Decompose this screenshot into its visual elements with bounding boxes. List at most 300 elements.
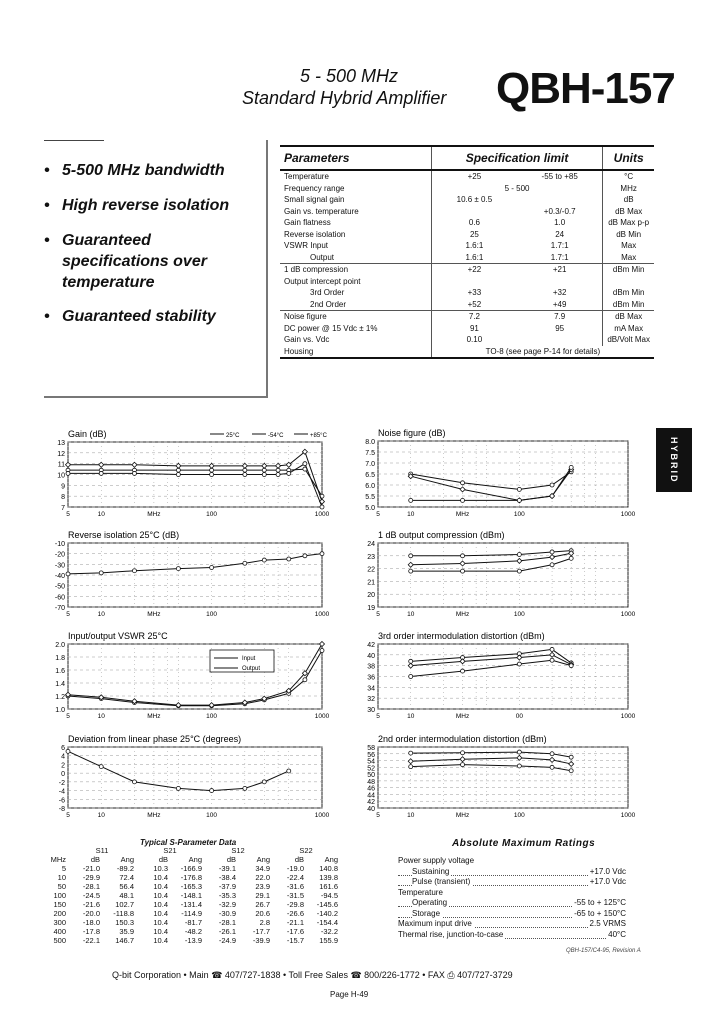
- sparam-cell: -31.6: [286, 882, 304, 891]
- sparam-cell: -35.3: [218, 891, 236, 900]
- abs-max-label: Operating: [412, 898, 448, 907]
- legend-label: 25°C: [226, 433, 240, 439]
- sparam-row: [40, 909, 340, 918]
- data-point: [276, 473, 280, 477]
- sparam-cell: -166.9: [180, 864, 202, 873]
- series-line: [411, 752, 571, 757]
- sparam-col-header: Ang: [324, 855, 338, 864]
- data-point: [243, 561, 247, 565]
- x-tick-label: 10: [97, 713, 105, 720]
- data-point: [66, 462, 71, 467]
- feature-item: • High reverse isolation: [44, 197, 230, 214]
- sparam-cell: 155.9: [319, 936, 338, 945]
- abs-max-item: [398, 877, 626, 886]
- data-point: [461, 763, 465, 767]
- data-point: [210, 473, 214, 477]
- feature-item: • 5-500 MHz bandwidth: [44, 162, 225, 179]
- spec-row: Output intercept point: [280, 276, 654, 288]
- data-point: [176, 786, 180, 790]
- data-point: [99, 765, 103, 769]
- x-tick-label: 100: [206, 713, 218, 720]
- sparam-cell: -94.5: [320, 891, 338, 900]
- y-tick-label: 1.8: [55, 655, 65, 662]
- data-point: [243, 786, 247, 790]
- abs-max-value: +17.0 Vdc: [589, 877, 626, 886]
- data-point: [517, 487, 521, 491]
- y-tick-label: 11: [57, 461, 65, 469]
- sparam-cell: -32.2: [320, 927, 338, 936]
- col-parameters: Parameters: [280, 146, 431, 170]
- sparam-cell: -22.1: [82, 936, 100, 945]
- sparam-cell: -17.7: [252, 927, 270, 936]
- abs-max-item: [398, 909, 626, 918]
- series-line: [411, 467, 571, 500]
- y-tick-label: 9: [61, 483, 65, 491]
- sparam-cell: 10: [57, 873, 66, 882]
- plot-frame: [68, 747, 322, 808]
- data-point: [210, 566, 214, 570]
- y-tick-label: 1.4: [55, 681, 65, 688]
- data-point: [99, 571, 103, 575]
- sparam-cell: -32.9: [218, 900, 236, 909]
- sparam-cell: 34.9: [255, 864, 270, 873]
- sparam-row: [40, 918, 340, 927]
- sparam-cell: -17.6: [286, 927, 304, 936]
- abs-max-label: Storage: [412, 908, 441, 918]
- series-line: [411, 551, 571, 556]
- y-tick-label: 40: [367, 806, 375, 813]
- sparam-cell: 56.4: [119, 882, 134, 891]
- abs-max-item: [398, 856, 626, 865]
- y-tick-label: -6: [58, 797, 65, 805]
- y-tick-label: 52: [367, 765, 375, 773]
- sparam-cell: -145.6: [316, 900, 338, 909]
- data-point: [409, 765, 413, 769]
- sparam-cell: 300: [53, 918, 66, 927]
- spec-row: Gain vs. temperature +0.3/-0.7 dB Max: [280, 206, 654, 218]
- x-tick-label: 5: [66, 611, 70, 618]
- sparam-row: [40, 873, 340, 882]
- x-tick-label: 5: [376, 713, 380, 720]
- data-point: [320, 649, 324, 653]
- data-point: [569, 465, 573, 469]
- data-point: [517, 498, 521, 502]
- spec-row: 2nd Order +52 +49 dBm Min: [280, 299, 654, 311]
- x-tick-label: 1000: [314, 611, 330, 618]
- data-point: [409, 675, 413, 679]
- product-subtitle: Standard Hybrid Amplifier: [242, 88, 447, 108]
- data-point: [303, 462, 307, 466]
- y-tick-label: -30: [54, 562, 65, 570]
- y-tick-label: 7.0: [365, 461, 375, 468]
- spec-row: Frequency range 5 - 500 MHz: [280, 183, 654, 195]
- abs-max-label: Pulse (transient): [412, 877, 471, 886]
- sparam-cell: -39.9: [252, 936, 270, 945]
- abs-max-value: -55 to + 125°C: [574, 898, 626, 907]
- company-contact: Q-bit Corporation • Main ☎ 407/727-1838 • Toll Free Sales ☎ 800/226-1772 • FAX ⎙ 407/727-3729: [112, 970, 513, 980]
- data-point: [176, 473, 180, 477]
- x-tick-label: 100: [513, 511, 525, 518]
- x-tick-label: 10: [407, 713, 415, 720]
- y-tick-label: -8: [58, 806, 65, 813]
- data-point: [517, 755, 522, 760]
- y-tick-label: 32: [367, 696, 375, 704]
- chart-title: Deviation from linear phase 25°C (degrees): [68, 734, 242, 744]
- y-tick-label: 7.5: [365, 450, 375, 457]
- y-tick-label: -10: [54, 541, 65, 548]
- sparam-row: [40, 936, 340, 945]
- abs-max-value: +17.0 Vdc: [589, 866, 626, 876]
- sparam-cell: 150.3: [115, 918, 134, 927]
- y-tick-label: 2.0: [55, 642, 65, 649]
- sparam-cell: 10.4: [153, 900, 168, 909]
- feature-item: • Guaranteed specifications over temperature: [44, 232, 207, 291]
- y-tick-label: 21: [367, 579, 375, 587]
- abs-max-label: Maximum input drive: [398, 919, 472, 928]
- sparam-cell: -20.0: [82, 909, 100, 918]
- legend-label: -54°C: [268, 433, 284, 439]
- series-line: [411, 558, 571, 571]
- sparam-row: [40, 900, 340, 909]
- sparam-cell: 23.9: [255, 882, 270, 891]
- sparam-title: Typical S-Parameter Data: [140, 838, 237, 847]
- col-units: Units: [603, 146, 654, 170]
- x-tick-label: 1000: [314, 511, 330, 518]
- data-point: [460, 757, 465, 762]
- x-tick-label: 10: [407, 812, 415, 819]
- data-point: [550, 757, 555, 762]
- sparam-cell: -26.6: [286, 909, 304, 918]
- data-point: [550, 752, 554, 756]
- series-line: [411, 472, 571, 490]
- sparam-cell: -24.5: [82, 891, 100, 900]
- data-point: [461, 554, 465, 558]
- y-tick-label: -70: [54, 605, 65, 612]
- chart-title: Gain (dB): [68, 429, 107, 439]
- data-point: [320, 642, 325, 647]
- data-point: [409, 498, 413, 502]
- data-point: [408, 759, 413, 764]
- data-point: [132, 471, 136, 475]
- sparam-cell: 100: [53, 891, 66, 900]
- y-tick-label: 40: [367, 652, 375, 660]
- sparam-cell: -21.6: [82, 900, 100, 909]
- sparam-cell: -118.8: [113, 909, 134, 918]
- sparam-cell: -17.8: [82, 927, 100, 936]
- data-point: [66, 572, 70, 576]
- data-point: [303, 678, 307, 682]
- sparam-cell: 10.4: [153, 927, 168, 936]
- data-point: [517, 553, 521, 557]
- data-point: [550, 555, 555, 560]
- y-tick-label: 48: [367, 778, 375, 786]
- sparam-cell: 5: [61, 864, 66, 873]
- y-tick-label: 56: [367, 751, 375, 759]
- y-tick-label: 30: [367, 707, 375, 714]
- y-tick-label: -2: [58, 779, 65, 787]
- y-tick-label: 54: [367, 758, 375, 766]
- spec-row: Noise figure 7.2 7.9 dB Max: [280, 311, 654, 323]
- sparam-cell: 10.4: [153, 909, 168, 918]
- x-tick-label: 5: [66, 511, 70, 518]
- sparam-cell: 161.6: [319, 882, 338, 891]
- sparam-cell: 200: [53, 909, 66, 918]
- y-tick-label: -50: [54, 583, 65, 591]
- data-point: [517, 662, 521, 666]
- sparam-cell: 139.8: [319, 873, 338, 882]
- sparam-cell: -48.2: [184, 927, 202, 936]
- y-tick-label: 38: [367, 663, 375, 671]
- data-point: [569, 556, 573, 560]
- sparam-cell: 72.4: [119, 873, 134, 882]
- sparam-col-header: dB: [90, 855, 100, 864]
- spec-row: Housing TO-8 (see page P-14 for details): [280, 346, 654, 359]
- sparam-cell: 10.4: [153, 918, 168, 927]
- sparam-cell: -15.7: [286, 936, 304, 945]
- sparam-col-header: Ang: [188, 855, 202, 864]
- sparam-col-header: dB: [226, 855, 236, 864]
- x-tick-label: 00: [515, 713, 523, 720]
- sparam-cell: 35.9: [119, 927, 134, 936]
- data-point: [242, 463, 247, 468]
- data-point: [550, 550, 554, 554]
- y-tick-label: 24: [367, 541, 375, 548]
- abs-max-item: [398, 930, 626, 939]
- sparam-row: [40, 891, 340, 900]
- sparam-cell: -140.2: [316, 909, 338, 918]
- data-point: [517, 750, 521, 754]
- sparam-row: [40, 864, 340, 873]
- x-tick-label: 100: [206, 511, 218, 518]
- x-tick-label: MHz: [455, 611, 470, 618]
- y-tick-label: 1.0: [55, 707, 65, 714]
- y-tick-label: 10: [57, 472, 65, 480]
- x-tick-label: 10: [407, 611, 415, 618]
- data-point: [569, 769, 573, 773]
- data-point: [132, 780, 136, 784]
- sparam-cell: 22.0: [255, 873, 270, 882]
- y-tick-label: 6.5: [365, 472, 375, 479]
- sparam-header-row: [40, 855, 340, 864]
- sparam-cell: -38.4: [218, 873, 236, 882]
- sparam-cell: -31.5: [286, 891, 304, 900]
- spec-row: DC power @ 15 Vdc ± 1% 91 95 mA Max: [280, 323, 654, 335]
- sparam-cell: -114.9: [181, 909, 202, 918]
- sparam-cell: 150: [53, 900, 66, 909]
- x-tick-label: 100: [513, 812, 525, 819]
- chart-title: Reverse isolation 25°C (dB): [68, 530, 180, 540]
- sparam-cell: -13.9: [184, 936, 202, 945]
- y-tick-label: 8.0: [365, 439, 375, 446]
- spec-row: Temperature +25 -55 to +85 °C: [280, 170, 654, 183]
- x-tick-label: 5: [66, 713, 70, 720]
- data-point: [550, 658, 554, 662]
- data-point: [66, 749, 70, 753]
- y-tick-label: 22: [367, 566, 375, 574]
- data-point: [517, 569, 521, 573]
- chart-title: 1 dB output compression (dBm): [378, 530, 505, 540]
- x-tick-label: 10: [97, 511, 105, 518]
- y-tick-label: 46: [367, 785, 375, 793]
- sparam-cell: -165.3: [180, 882, 202, 891]
- y-tick-label: 1.2: [55, 694, 65, 701]
- abs-max-item: [398, 919, 626, 928]
- y-tick-label: 12: [57, 450, 65, 458]
- sparam-cell: -131.4: [180, 900, 202, 909]
- series-line: [411, 758, 571, 764]
- y-tick-label: 1.6: [55, 668, 65, 675]
- sparam-cell: -28.1: [218, 918, 236, 927]
- x-tick-label: 100: [206, 812, 218, 819]
- plot-frame: [378, 747, 628, 808]
- x-tick-label: 100: [513, 611, 525, 618]
- series-line: [411, 660, 571, 676]
- data-point: [460, 659, 465, 664]
- y-tick-label: 19: [367, 605, 375, 612]
- data-point: [210, 789, 214, 793]
- series-line: [411, 655, 571, 666]
- section-tab: HYBRID: [656, 428, 692, 492]
- sparam-cell: -24.9: [218, 936, 236, 945]
- x-tick-label: 100: [206, 611, 218, 618]
- sparam-cell: -21.1: [286, 918, 304, 927]
- data-point: [209, 463, 214, 468]
- y-tick-label: 0: [61, 771, 65, 779]
- x-tick-label: 1000: [620, 812, 636, 819]
- y-tick-label: 42: [367, 799, 375, 807]
- sparam-col-header: Ang: [256, 855, 270, 864]
- y-tick-label: 23: [367, 553, 375, 561]
- x-tick-label: 1000: [620, 713, 636, 720]
- x-tick-label: 10: [97, 611, 105, 618]
- sparam-cell: 26.7: [255, 900, 270, 909]
- revision-note: QBH-157/C4-95, Revision A: [566, 948, 641, 954]
- data-point: [409, 751, 413, 755]
- data-point: [409, 569, 413, 573]
- x-tick-label: 1000: [314, 812, 330, 819]
- y-tick-label: 8: [61, 494, 65, 502]
- chart-title: Input/output VSWR 25°C: [68, 631, 168, 641]
- frequency-heading: 5 - 500 MHz: [300, 66, 399, 86]
- y-tick-label: 6: [61, 745, 65, 752]
- abs-max-item: [398, 867, 626, 876]
- abs-max-value: 40°C: [608, 929, 626, 939]
- spec-row: Reverse isolation 25 24 dB Min: [280, 229, 654, 241]
- x-tick-label: 10: [407, 511, 415, 518]
- data-point: [287, 557, 291, 561]
- spec-row: Gain flatness 0.6 1.0 dB Max p-p: [280, 217, 654, 229]
- x-tick-label: MHz: [147, 812, 161, 819]
- data-point: [132, 462, 137, 467]
- spec-row: 1 dB compression +22 +21 dBm Min: [280, 264, 654, 276]
- abs-max-label: Thermal rise, junction-to-case: [398, 929, 504, 939]
- data-point: [461, 751, 465, 755]
- y-tick-label: 58: [367, 745, 375, 752]
- sparam-cell: 500: [53, 936, 66, 945]
- x-tick-label: MHz: [147, 713, 161, 720]
- y-tick-label: -60: [54, 594, 65, 602]
- data-point: [550, 647, 554, 651]
- data-point: [550, 765, 554, 769]
- sparam-row: [40, 927, 340, 936]
- y-tick-label: 2: [61, 762, 65, 770]
- sparam-cell: -89.2: [116, 864, 134, 873]
- sparam-cell: -28.1: [82, 882, 100, 891]
- data-point: [550, 494, 554, 498]
- spec-row: Small signal gain 10.6 ± 0.5 dB: [280, 194, 654, 206]
- sparam-cell: 10.4: [153, 891, 168, 900]
- data-point: [569, 761, 574, 766]
- abs-max-label: Temperature: [398, 887, 443, 897]
- y-tick-label: -4: [58, 788, 65, 796]
- abs-max-label: Power supply voltage: [398, 856, 475, 865]
- data-point: [262, 558, 266, 562]
- data-point: [550, 652, 555, 657]
- data-point: [517, 558, 522, 563]
- x-tick-label: MHz: [455, 713, 470, 720]
- data-point: [66, 471, 70, 475]
- legend-label: Input: [242, 656, 256, 662]
- y-tick-label: -40: [54, 573, 65, 580]
- x-tick-label: 5: [66, 812, 70, 819]
- data-point: [460, 487, 465, 492]
- sparam-col-header: dB: [158, 855, 168, 864]
- x-tick-label: 1000: [314, 713, 330, 720]
- spec-row: VSWR Input 1.6:1 1.7:1 Max: [280, 240, 654, 252]
- data-point: [408, 663, 413, 668]
- sparam-cell: 2.8: [259, 918, 270, 927]
- data-point: [550, 483, 554, 487]
- data-point: [569, 755, 573, 759]
- chart-title: Noise figure (dB): [378, 428, 446, 438]
- sparam-col-header: dB: [294, 855, 304, 864]
- data-point: [550, 563, 554, 567]
- sparam-cell: 29.1: [255, 891, 270, 900]
- data-point: [99, 462, 104, 467]
- sparam-cell: -148.1: [180, 891, 202, 900]
- abs-max-item: [398, 898, 626, 907]
- sparam-cell: 102.7: [115, 900, 134, 909]
- sparam-cell: 140.8: [319, 864, 338, 873]
- data-point: [243, 473, 247, 477]
- sparam-cell: -29.9: [82, 873, 100, 882]
- col-limit: Specification limit: [431, 146, 603, 170]
- sparam-cell: 10.3: [153, 864, 168, 873]
- sparam-col-header: Ang: [120, 855, 134, 864]
- page-number: Page H-49: [330, 990, 369, 999]
- sparam-cell: 48.1: [119, 891, 134, 900]
- sparam-cell: -18.0: [82, 918, 100, 927]
- abs-max-value: 2.5 VRMS: [589, 919, 626, 928]
- abs-max-label: Sustaining: [412, 866, 450, 876]
- sparam-cell: 10.4: [153, 882, 168, 891]
- y-tick-label: 42: [367, 642, 375, 649]
- x-tick-label: 1000: [620, 511, 636, 518]
- data-point: [132, 569, 136, 573]
- sparam-cell: 400: [53, 927, 66, 936]
- spec-row: Gain vs. Vdc 0.10 dB/Volt Max: [280, 334, 654, 346]
- sparam-cell: -176.8: [180, 873, 202, 882]
- series-line: [68, 452, 322, 502]
- abs-max-value: -65 to + 150°C: [574, 908, 626, 918]
- sparam-cell: 50: [57, 882, 66, 891]
- sparam-cell: -37.9: [218, 882, 236, 891]
- sparam-cell: 10.4: [153, 873, 168, 882]
- x-tick-label: MHz: [455, 812, 470, 819]
- data-point: [461, 669, 465, 673]
- data-point: [176, 567, 180, 571]
- plot-frame: [378, 543, 628, 607]
